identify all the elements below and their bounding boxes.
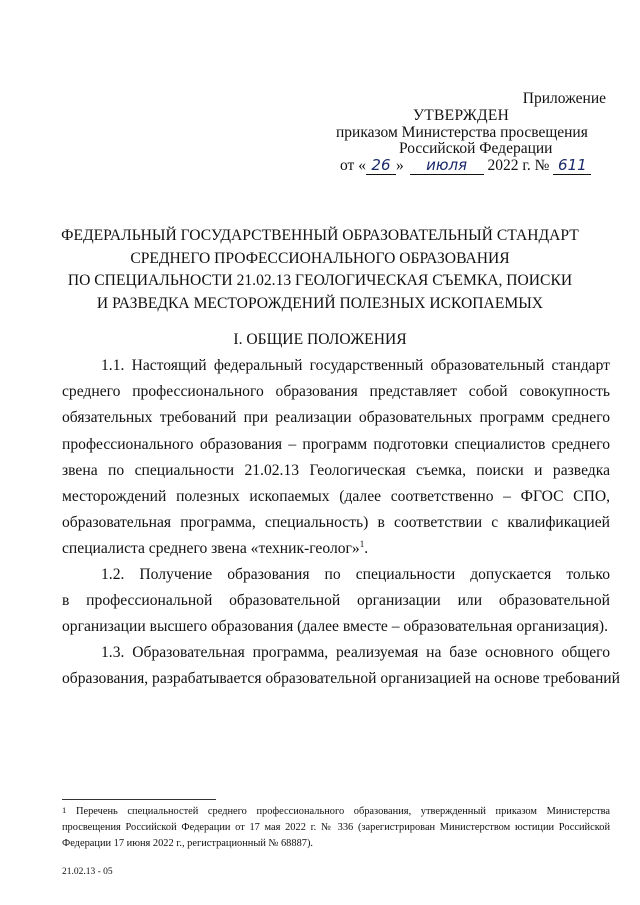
sentence-end: . xyxy=(364,540,369,558)
text-line-content: специалиста среднего звена «техник-геолог» xyxy=(62,540,360,558)
handwritten-order-number: 611 xyxy=(553,156,591,175)
text-line xyxy=(62,536,610,562)
text-line: профессионального образования – программ подготовки специалистов среднего xyxy=(62,435,610,453)
paragraph-1-1 xyxy=(62,353,610,563)
date-mid: » xyxy=(395,157,404,174)
order-date-line xyxy=(340,156,591,175)
text-line: в профессиональной образовательной организации или образовательной xyxy=(62,592,610,610)
text-line: среднего профессионального образования представляет собой совокупность xyxy=(62,383,610,401)
section-heading: I. ОБЩИЕ ПОЛОЖЕНИЯ xyxy=(233,331,407,348)
text-line: месторождений полезных ископаемых (далее соответственно – ФГОС СПО, xyxy=(62,488,610,506)
footnote-line: просвещения Российской Федерации от 17 мая 2022 г. № 336 (зарегистрирован Министерством юстиции Российской xyxy=(62,822,610,833)
footnote-line: Федерации 17 июня 2022 г., регистрационный № 68887). xyxy=(62,838,314,849)
text-line: образования, разрабатывается образовательной организацией на основе требований xyxy=(62,670,621,688)
footnote-line: Перечень специальностей среднего профессионального образования, утвержденный приказом Министерства xyxy=(76,806,610,817)
title-line: И РАЗВЕДКА МЕСТОРОЖДЕНИЙ ПОЛЕЗНЫХ ИСКОПАЕМЫХ xyxy=(96,294,544,312)
text-line: 1.3. Образовательная программа, реализуемая на базе основного общего xyxy=(101,644,610,661)
paragraph-1-3 xyxy=(62,640,621,692)
title-line: ФЕДЕРАЛЬНЫЙ ГОСУДАРСТВЕННЫЙ ОБРАЗОВАТЕЛЬНЫЙ СТАНДАРТ xyxy=(61,227,579,244)
text-line: звена по специальности 21.02.13 Геологическая съемка, поиски и разведка xyxy=(62,461,610,479)
text-line: организации высшего образования (далее вместе – образовательная организация). xyxy=(62,618,608,636)
footnote-reference: 1 xyxy=(359,539,365,550)
title-line: ПО СПЕЦИАЛЬНОСТИ 21.02.13 ГЕОЛОГИЧЕСКАЯ СЪЕМКА, ПОИСКИ xyxy=(67,272,573,289)
text-line: обязательных требований при реализации образовательных программ среднего xyxy=(62,409,610,427)
footnote xyxy=(62,804,610,852)
approved-label: УТВЕРЖДЕН xyxy=(413,107,510,124)
document-code: 21.02.13 - 05 xyxy=(62,867,113,877)
annex-label: Приложение xyxy=(522,90,606,107)
title-line: СРЕДНЕГО ПРОФЕССИОНАЛЬНОГО ОБРАЗОВАНИЯ xyxy=(130,249,510,267)
date-year: 2022 г. № xyxy=(487,157,550,174)
date-prefix: от « xyxy=(340,157,366,174)
order-line-1: приказом Министерства просвещения xyxy=(336,124,588,141)
paragraph-1-2 xyxy=(62,562,610,641)
handwritten-day: 26 xyxy=(366,156,396,175)
footnote-divider xyxy=(62,799,216,800)
text-line: 1.1. Настоящий федеральный государственный образовательный стандарт xyxy=(101,357,610,374)
footnote-mark: 1 xyxy=(62,805,67,815)
text-line: 1.2. Получение образования по специальности допускается только xyxy=(101,566,610,583)
handwritten-month: июля xyxy=(410,156,484,175)
order-line-2: Российской Федерации xyxy=(399,140,553,157)
document-title xyxy=(0,225,640,315)
text-line: образовательная программа, специальность) в соответствии с квалификацией xyxy=(62,514,610,532)
